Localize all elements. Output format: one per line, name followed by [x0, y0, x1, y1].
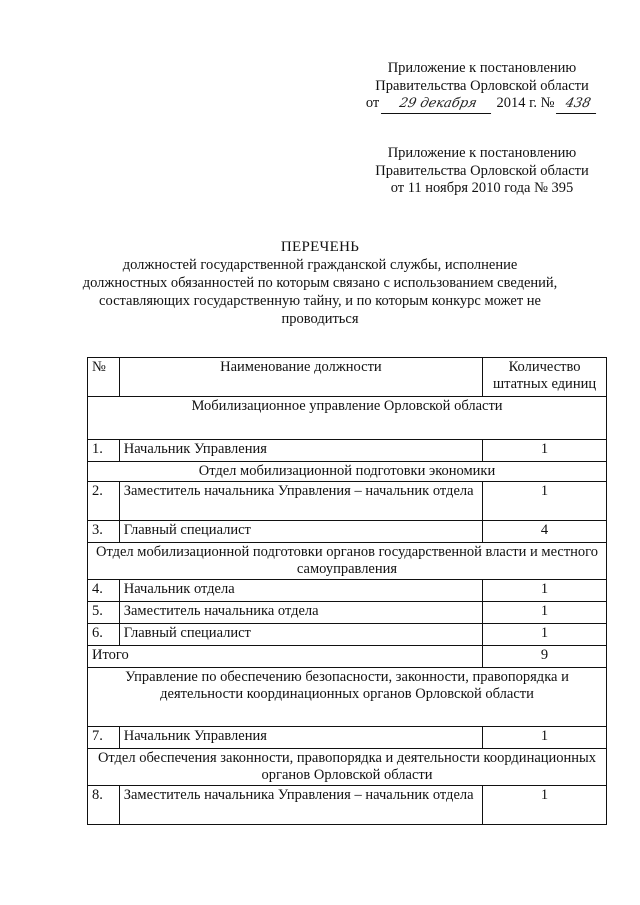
title-line2: должностных обязанностей по которым связано с использованием сведений, — [82, 275, 558, 291]
table-row — [88, 727, 607, 749]
appendix-new-date-line — [352, 95, 612, 114]
row-num: 6. — [88, 624, 120, 646]
appendix-old-line1: Приложение к постановлению — [387, 145, 577, 161]
row-qty: 1 — [483, 624, 607, 646]
appendix-old-block — [352, 145, 612, 198]
section-row — [88, 462, 607, 482]
section-title: Отдел мобилизационной подготовки экономики — [88, 462, 607, 482]
total-qty: 9 — [483, 646, 607, 668]
row-qty: 4 — [483, 521, 607, 543]
table-row — [88, 521, 607, 543]
row-qty: 1 — [483, 602, 607, 624]
row-position-name: Начальник отдела — [119, 580, 482, 602]
row-position-name: Заместитель начальника отдела — [119, 602, 482, 624]
title-line4: проводиться — [281, 311, 359, 327]
row-qty: 1 — [483, 580, 607, 602]
table-row — [88, 786, 607, 825]
title-line3: составляющих государственную тайну, и по которым конкурс может не — [99, 293, 541, 309]
section-title: Управление по обеспечению безопасности, законности, правопорядка и деятельности координационных органов Орловской области — [88, 668, 607, 727]
row-num: 8. — [88, 786, 120, 825]
row-position-name: Начальник Управления — [119, 727, 482, 749]
handwritten-date: 29 декабря — [381, 95, 495, 114]
date-prefix: от — [365, 95, 380, 111]
row-position-name: Заместитель начальника Управления – начальник отдела — [119, 786, 482, 825]
table-row — [88, 580, 607, 602]
table-header-row — [88, 358, 607, 397]
row-num: 3. — [88, 521, 120, 543]
header-name: Наименование должности — [119, 358, 482, 397]
appendix-old-line2: Правительства Орловской области — [375, 162, 589, 179]
section-title: Мобилизационное управление Орловской области — [88, 397, 607, 440]
row-num: 7. — [88, 727, 120, 749]
date-suffix: 2014 г. № — [496, 95, 555, 111]
row-num: 5. — [88, 602, 120, 624]
table-row — [88, 624, 607, 646]
document-title — [80, 238, 560, 328]
positions-table — [87, 357, 607, 825]
table-row — [88, 482, 607, 521]
section-row — [88, 397, 607, 440]
section-row — [88, 749, 607, 786]
row-position-name: Главный специалист — [119, 521, 482, 543]
handwritten-number: 438 — [556, 95, 600, 114]
title-line1: должностей государственной гражданской службы, исполнение — [122, 257, 518, 273]
section-row — [88, 543, 607, 580]
table-row — [88, 602, 607, 624]
appendix-new-block — [352, 60, 612, 114]
row-position-name: Заместитель начальника Управления – начальник отдела — [119, 482, 482, 521]
section-title: Отдел обеспечения законности, правопорядка и деятельности координационных органов Орловской области — [88, 749, 607, 786]
title-heading: ПЕРЕЧЕНЬ — [280, 239, 360, 255]
row-qty: 1 — [483, 440, 607, 462]
table-row — [88, 440, 607, 462]
row-num: 4. — [88, 580, 120, 602]
section-title: Отдел мобилизационной подготовки органов государственной власти и местного самоуправления — [88, 543, 607, 580]
total-row — [88, 646, 607, 668]
row-qty: 1 — [483, 727, 607, 749]
header-qty: Количество штатных единиц — [483, 358, 607, 397]
total-label: Итого — [88, 646, 483, 668]
appendix-new-line2: Правительства Орловской области — [375, 77, 589, 94]
row-num: 2. — [88, 482, 120, 521]
row-position-name: Главный специалист — [119, 624, 482, 646]
row-qty: 1 — [483, 786, 607, 825]
appendix-old-line3: от 11 ноября 2010 года № 395 — [390, 180, 574, 196]
row-num: 1. — [88, 440, 120, 462]
row-qty: 1 — [483, 482, 607, 521]
header-num: № — [88, 358, 120, 397]
appendix-new-line1: Приложение к постановлению — [387, 60, 577, 76]
section-row — [88, 668, 607, 727]
row-position-name: Начальник Управления — [119, 440, 482, 462]
